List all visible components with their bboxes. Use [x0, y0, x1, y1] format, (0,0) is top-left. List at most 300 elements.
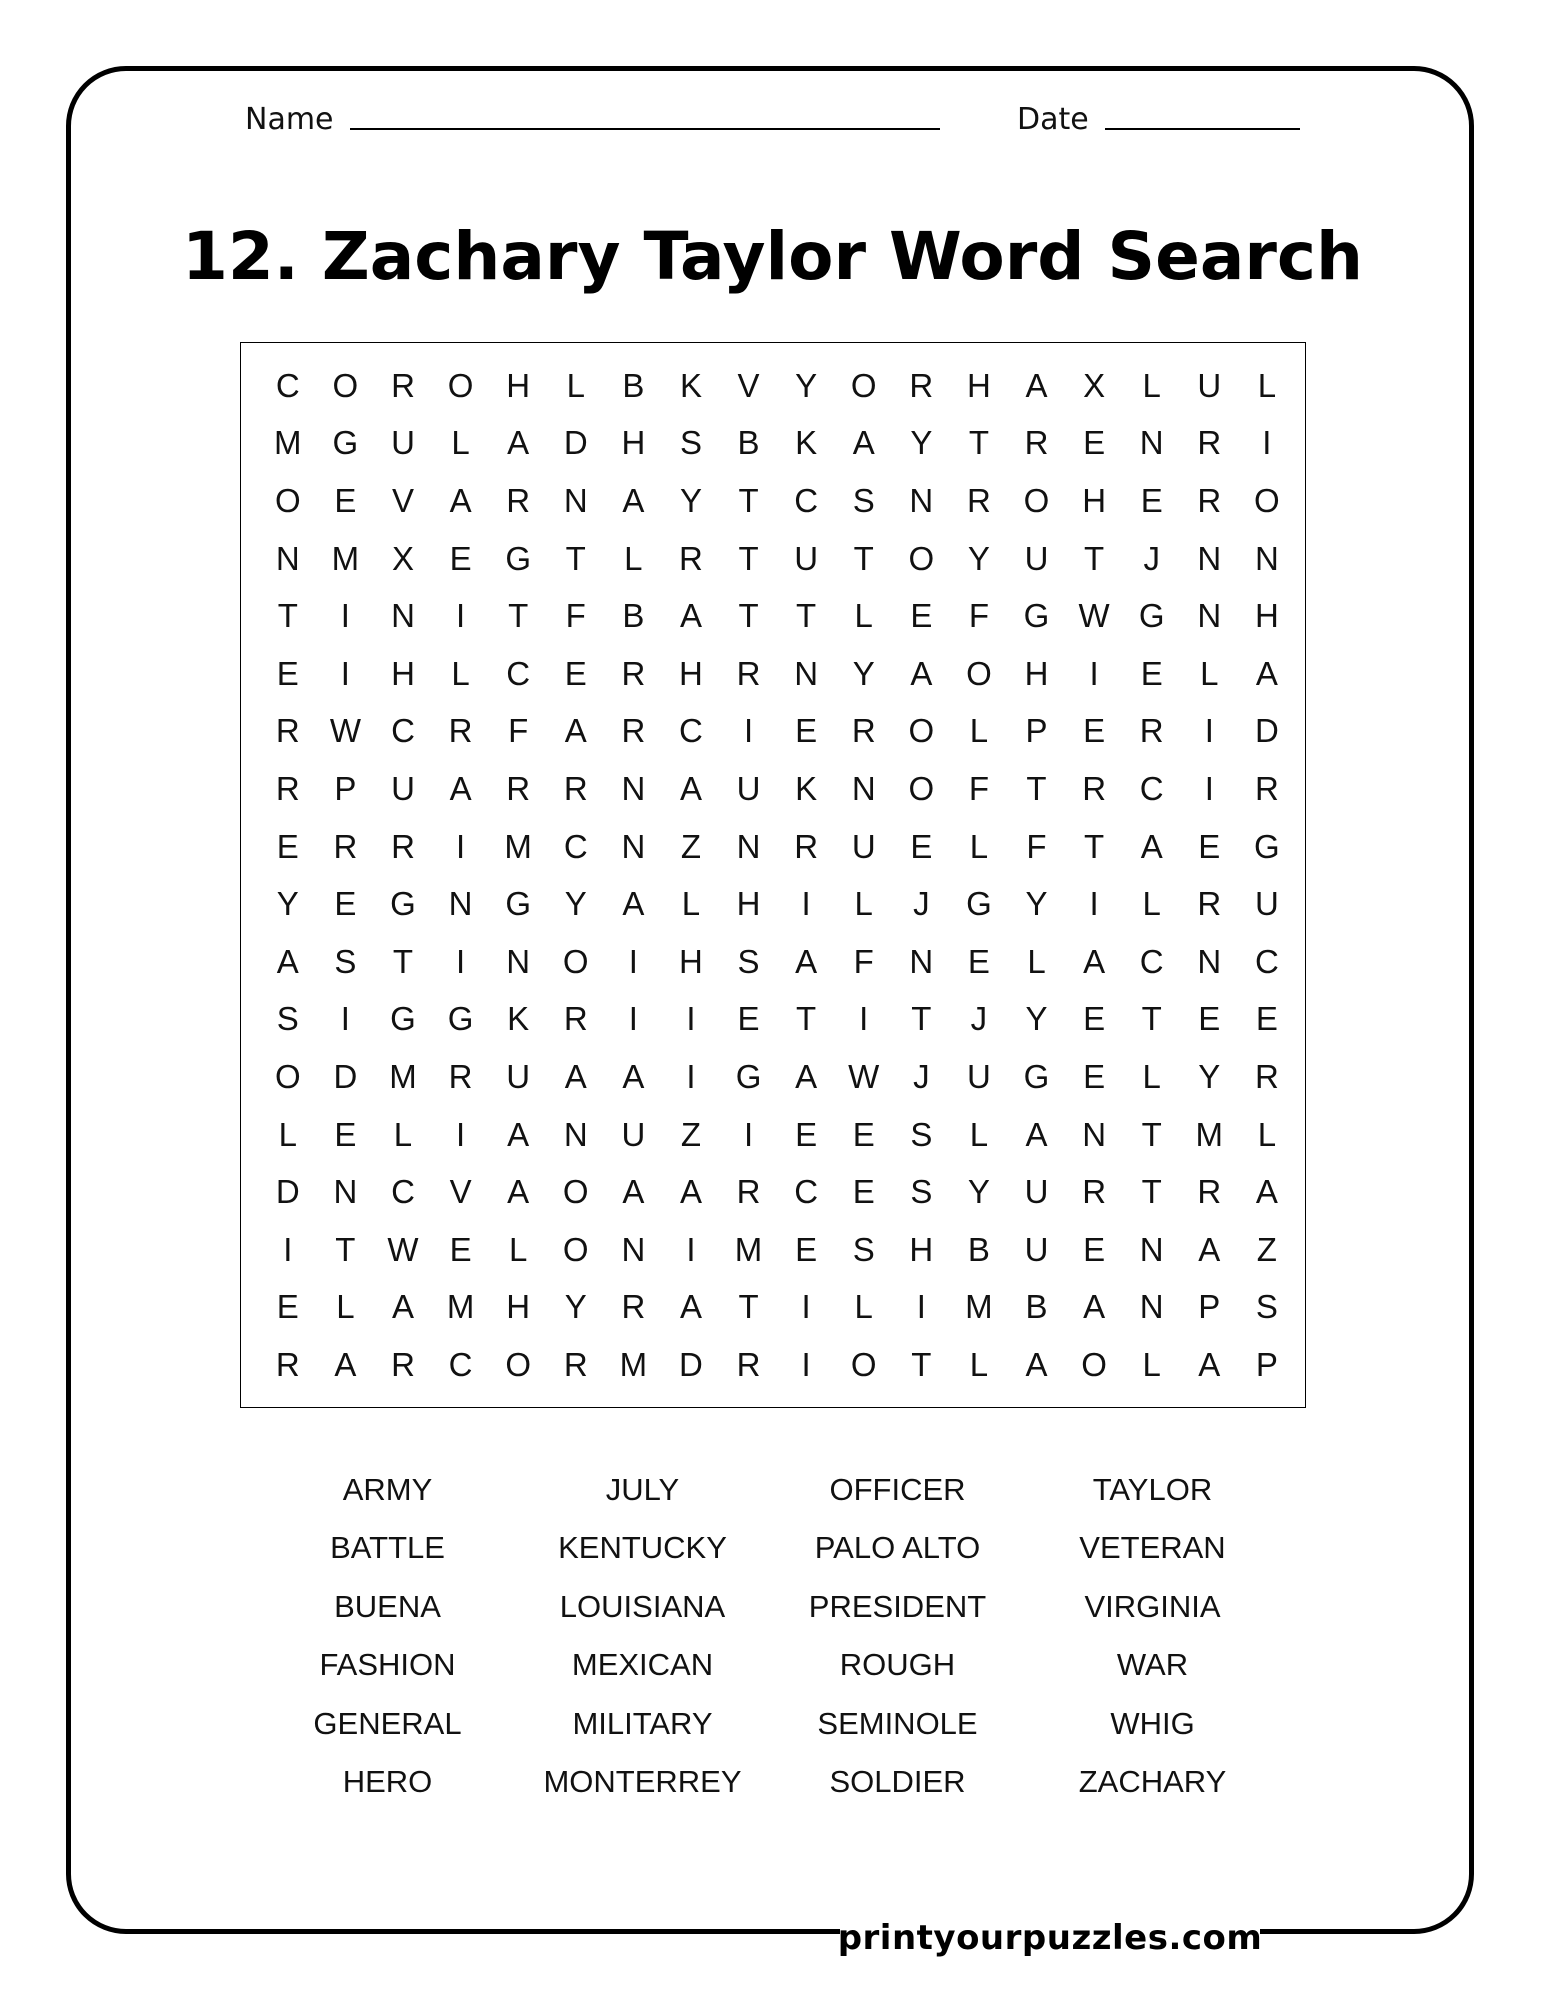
grid-cell[interactable]: A [852, 424, 875, 462]
grid-cell[interactable]: E [1083, 1000, 1106, 1038]
grid-cell[interactable]: R [851, 712, 876, 750]
grid-cell[interactable]: O [562, 1230, 589, 1268]
grid-cell[interactable]: H [391, 654, 415, 692]
grid-cell[interactable]: U [794, 539, 819, 577]
grid-cell[interactable]: F [968, 769, 989, 807]
name-field-line[interactable] [350, 128, 940, 130]
grid-cell[interactable]: A [507, 1115, 530, 1153]
grid-cell[interactable]: A [679, 769, 702, 807]
grid-cell[interactable]: I [455, 597, 466, 635]
grid-cell[interactable]: N [794, 654, 819, 692]
grid-cell[interactable]: E [910, 827, 933, 865]
grid-cell[interactable]: U [851, 827, 876, 865]
grid-cell[interactable]: G [447, 1000, 474, 1038]
grid-cell[interactable]: V [449, 1173, 472, 1211]
grid-cell[interactable]: R [1197, 1173, 1222, 1211]
grid-cell[interactable]: N [851, 769, 876, 807]
grid-cell[interactable]: M [274, 424, 302, 462]
grid-cell[interactable]: E [737, 1000, 760, 1038]
grid-cell[interactable]: Y [967, 539, 990, 577]
grid-cell[interactable]: N [1082, 1115, 1107, 1153]
grid-cell[interactable]: T [911, 1345, 932, 1383]
grid-cell[interactable]: E [449, 539, 472, 577]
grid-cell[interactable]: E [795, 1230, 818, 1268]
grid-cell[interactable]: A [622, 1057, 645, 1095]
grid-cell[interactable]: R [391, 1345, 415, 1383]
grid-cell[interactable]: O [908, 539, 935, 577]
grid-cell[interactable]: M [965, 1288, 993, 1326]
grid-cell[interactable]: N [1139, 424, 1164, 462]
grid-cell[interactable]: S [910, 1173, 933, 1211]
grid-cell[interactable]: O [447, 366, 474, 404]
grid-cell[interactable]: K [795, 769, 818, 807]
grid-cell[interactable]: E [1198, 1000, 1221, 1038]
grid-cell[interactable]: A [1025, 366, 1048, 404]
grid-cell[interactable]: Y [564, 885, 587, 923]
grid-cell[interactable]: G [966, 885, 992, 923]
grid-cell[interactable]: A [1083, 942, 1106, 980]
grid-cell[interactable]: G [390, 1000, 416, 1038]
grid-cell[interactable]: H [679, 942, 703, 980]
grid-cell[interactable]: C [1139, 769, 1164, 807]
grid-cell[interactable]: E [1083, 1230, 1106, 1268]
grid-cell[interactable]: A [795, 942, 818, 980]
grid-cell[interactable]: A [679, 1288, 702, 1326]
grid-cell[interactable]: S [852, 1230, 875, 1268]
grid-cell[interactable]: I [743, 1115, 754, 1153]
grid-cell[interactable]: J [970, 1000, 988, 1038]
grid-cell[interactable]: H [909, 1230, 934, 1268]
grid-cell[interactable]: A [679, 1173, 702, 1211]
grid-cell[interactable]: B [622, 597, 645, 635]
grid-cell[interactable]: L [278, 1115, 297, 1153]
grid-cell[interactable]: Y [564, 1288, 587, 1326]
grid-cell[interactable]: T [1084, 827, 1105, 865]
grid-cell[interactable]: N [506, 942, 531, 980]
grid-cell[interactable]: A [449, 769, 472, 807]
grid-cell[interactable]: P [1198, 1288, 1221, 1326]
grid-cell[interactable]: C [679, 712, 703, 750]
grid-cell[interactable]: A [1255, 1173, 1278, 1211]
grid-cell[interactable]: N [333, 1173, 358, 1211]
grid-cell[interactable]: D [333, 1057, 358, 1095]
grid-cell[interactable]: A [507, 1173, 530, 1211]
grid-cell[interactable]: N [275, 539, 300, 577]
grid-cell[interactable]: S [334, 942, 357, 980]
grid-cell[interactable]: T [738, 597, 759, 635]
grid-cell[interactable]: E [334, 1115, 357, 1153]
grid-cell[interactable]: L [681, 885, 701, 923]
grid-cell[interactable]: L [854, 597, 873, 635]
grid-cell[interactable]: V [391, 481, 414, 519]
grid-cell[interactable]: C [794, 481, 819, 519]
grid-cell[interactable]: S [276, 1000, 299, 1038]
grid-cell[interactable]: A [622, 885, 645, 923]
grid-cell[interactable]: U [391, 424, 415, 462]
grid-cell[interactable]: H [736, 885, 761, 923]
grid-cell[interactable]: I [1089, 654, 1099, 692]
grid-cell[interactable]: G [1254, 827, 1280, 865]
grid-cell[interactable]: T [1084, 539, 1105, 577]
grid-cell[interactable]: P [334, 769, 357, 807]
grid-cell[interactable]: E [564, 654, 587, 692]
grid-cell[interactable]: K [679, 366, 702, 404]
grid-cell[interactable]: Z [1256, 1230, 1277, 1268]
grid-cell[interactable]: K [795, 424, 818, 462]
grid-cell[interactable]: Y [679, 481, 702, 519]
grid-cell[interactable]: N [1139, 1288, 1164, 1326]
grid-cell[interactable]: E [852, 1173, 875, 1211]
grid-cell[interactable]: N [1197, 942, 1222, 980]
grid-cell[interactable]: A [1198, 1230, 1221, 1268]
grid-cell[interactable]: R [563, 1345, 588, 1383]
grid-cell[interactable]: M [1195, 1115, 1224, 1153]
grid-cell[interactable]: E [334, 481, 357, 519]
grid-cell[interactable]: W [1078, 597, 1110, 635]
grid-cell[interactable]: I [455, 942, 466, 980]
grid-cell[interactable]: I [801, 1345, 811, 1383]
grid-cell[interactable]: T [1141, 1000, 1162, 1038]
grid-cell[interactable]: X [1083, 366, 1106, 404]
grid-cell[interactable]: H [506, 1288, 531, 1326]
grid-cell[interactable]: L [624, 539, 643, 577]
grid-cell[interactable]: H [1024, 654, 1049, 692]
grid-cell[interactable]: L [969, 712, 989, 750]
grid-cell[interactable]: R [563, 1000, 588, 1038]
grid-cell[interactable]: A [1025, 1345, 1048, 1383]
grid-cell[interactable]: U [1024, 1173, 1049, 1211]
grid-cell[interactable]: H [1082, 481, 1107, 519]
grid-cell[interactable]: G [1023, 1057, 1050, 1095]
grid-cell[interactable]: A [564, 1057, 587, 1095]
grid-cell[interactable]: F [853, 942, 874, 980]
grid-cell[interactable]: O [908, 712, 935, 750]
grid-cell[interactable]: T [853, 539, 874, 577]
grid-cell[interactable]: Y [910, 424, 933, 462]
grid-cell[interactable]: R [391, 827, 415, 865]
grid-cell[interactable]: S [679, 424, 702, 462]
grid-cell[interactable]: E [334, 885, 357, 923]
grid-cell[interactable]: E [967, 942, 990, 980]
grid-cell[interactable]: C [391, 712, 415, 750]
grid-cell[interactable]: H [1254, 597, 1279, 635]
grid-cell[interactable]: I [628, 1000, 638, 1038]
grid-cell[interactable]: A [1140, 827, 1163, 865]
grid-cell[interactable]: E [1198, 827, 1221, 865]
grid-cell[interactable]: I [1204, 712, 1214, 750]
grid-cell[interactable]: T [277, 597, 298, 635]
grid-cell[interactable]: A [1198, 1345, 1221, 1383]
grid-cell[interactable]: O [274, 1057, 301, 1095]
grid-cell[interactable]: N [909, 942, 934, 980]
grid-cell[interactable]: M [734, 1230, 763, 1268]
grid-cell[interactable]: U [1197, 366, 1222, 404]
grid-cell[interactable]: C [506, 654, 531, 692]
grid-cell[interactable]: N [1254, 539, 1279, 577]
grid-cell[interactable]: T [796, 1000, 817, 1038]
grid-cell[interactable]: Z [680, 827, 702, 865]
grid-cell[interactable]: A [1083, 1288, 1106, 1326]
grid-cell[interactable]: I [340, 654, 350, 692]
grid-cell[interactable]: E [1255, 1000, 1278, 1038]
grid-cell[interactable]: G [1138, 597, 1165, 635]
grid-cell[interactable]: V [737, 366, 760, 404]
grid-cell[interactable]: P [1025, 712, 1048, 750]
grid-cell[interactable]: R [275, 1345, 300, 1383]
grid-cell[interactable]: N [621, 769, 646, 807]
grid-cell[interactable]: T [1026, 769, 1047, 807]
grid-cell[interactable]: G [332, 424, 359, 462]
grid-cell[interactable]: L [336, 1288, 355, 1326]
grid-cell[interactable]: N [736, 827, 761, 865]
grid-cell[interactable]: H [621, 424, 646, 462]
grid-cell[interactable]: R [1024, 424, 1049, 462]
grid-cell[interactable]: U [1024, 1230, 1049, 1268]
grid-cell[interactable]: E [276, 827, 299, 865]
grid-cell[interactable]: R [621, 712, 646, 750]
grid-cell[interactable]: R [391, 366, 415, 404]
grid-cell[interactable]: A [1025, 1115, 1048, 1153]
grid-cell[interactable]: I [1089, 885, 1099, 923]
grid-cell[interactable]: H [506, 366, 531, 404]
grid-cell[interactable]: R [1254, 769, 1279, 807]
grid-cell[interactable]: R [736, 654, 761, 692]
grid-cell[interactable]: R [275, 769, 300, 807]
grid-cell[interactable]: I [859, 1000, 869, 1038]
grid-cell[interactable]: R [506, 481, 531, 519]
grid-cell[interactable]: N [391, 597, 415, 635]
grid-cell[interactable]: S [737, 942, 760, 980]
date-field-line[interactable] [1105, 128, 1300, 130]
grid-cell[interactable]: O [850, 1345, 877, 1383]
grid-cell[interactable]: O [274, 481, 301, 519]
grid-cell[interactable]: D [563, 424, 588, 462]
grid-cell[interactable]: U [391, 769, 415, 807]
grid-cell[interactable]: T [796, 597, 817, 635]
grid-cell[interactable]: R [563, 769, 588, 807]
grid-cell[interactable]: L [393, 1115, 413, 1153]
grid-cell[interactable]: A [449, 481, 472, 519]
grid-cell[interactable]: D [1254, 712, 1279, 750]
grid-cell[interactable]: A [276, 942, 299, 980]
grid-cell[interactable]: W [329, 712, 361, 750]
grid-cell[interactable]: U [621, 1115, 646, 1153]
grid-cell[interactable]: I [1204, 769, 1214, 807]
grid-cell[interactable]: A [507, 424, 530, 462]
grid-cell[interactable]: N [563, 481, 588, 519]
grid-cell[interactable]: O [505, 1345, 531, 1383]
grid-cell[interactable]: I [686, 1000, 696, 1038]
grid-cell[interactable]: O [562, 942, 589, 980]
grid-cell[interactable]: Y [1025, 885, 1048, 923]
grid-cell[interactable]: I [340, 1000, 350, 1038]
grid-cell[interactable]: L [1142, 366, 1161, 404]
grid-cell[interactable]: T [738, 539, 759, 577]
grid-cell[interactable]: O [850, 366, 877, 404]
grid-cell[interactable]: M [619, 1345, 648, 1383]
grid-cell[interactable]: A [795, 1057, 818, 1095]
grid-cell[interactable]: C [448, 1345, 473, 1383]
grid-cell[interactable]: B [737, 424, 760, 462]
grid-cell[interactable]: T [911, 1000, 932, 1038]
grid-cell[interactable]: O [1023, 481, 1050, 519]
grid-cell[interactable]: R [679, 539, 703, 577]
grid-cell[interactable]: I [628, 942, 638, 980]
grid-cell[interactable]: A [622, 481, 645, 519]
grid-cell[interactable]: I [340, 597, 350, 635]
grid-cell[interactable]: U [736, 769, 761, 807]
grid-cell[interactable]: S [910, 1115, 933, 1153]
grid-cell[interactable]: I [455, 1115, 466, 1153]
grid-cell[interactable]: Y [1025, 1000, 1048, 1038]
grid-cell[interactable]: A [334, 1345, 357, 1383]
grid-cell[interactable]: C [563, 827, 588, 865]
grid-cell[interactable]: R [333, 827, 358, 865]
grid-cell[interactable]: R [1082, 1173, 1107, 1211]
grid-cell[interactable]: I [283, 1230, 293, 1268]
grid-cell[interactable]: R [1139, 712, 1164, 750]
grid-cell[interactable]: R [967, 481, 991, 519]
grid-cell[interactable]: O [966, 654, 992, 692]
grid-cell[interactable]: Z [680, 1115, 702, 1153]
grid-cell[interactable]: T [968, 424, 989, 462]
grid-cell[interactable]: E [1083, 424, 1106, 462]
grid-cell[interactable]: E [1083, 712, 1106, 750]
grid-cell[interactable]: M [389, 1057, 417, 1095]
grid-cell[interactable]: R [1197, 424, 1222, 462]
grid-cell[interactable]: C [1254, 942, 1279, 980]
grid-cell[interactable]: N [1197, 597, 1222, 635]
grid-cell[interactable]: R [621, 1288, 646, 1326]
grid-cell[interactable]: Y [795, 366, 818, 404]
grid-cell[interactable]: C [391, 1173, 415, 1211]
grid-cell[interactable]: R [1197, 885, 1222, 923]
grid-cell[interactable]: X [391, 539, 414, 577]
grid-cell[interactable]: L [969, 827, 989, 865]
grid-cell[interactable]: W [848, 1057, 880, 1095]
grid-cell[interactable]: E [1083, 1057, 1106, 1095]
grid-cell[interactable]: F [1026, 827, 1047, 865]
grid-cell[interactable]: A [679, 597, 702, 635]
grid-cell[interactable]: L [451, 424, 470, 462]
grid-cell[interactable]: A [1255, 654, 1278, 692]
grid-cell[interactable]: N [563, 1115, 588, 1153]
grid-cell[interactable]: U [506, 1057, 531, 1095]
grid-cell[interactable]: O [1254, 481, 1280, 519]
grid-cell[interactable]: M [446, 1288, 475, 1326]
grid-cell[interactable]: M [504, 827, 532, 865]
grid-cell[interactable]: A [910, 654, 933, 692]
grid-cell[interactable]: O [332, 366, 359, 404]
grid-cell[interactable]: N [621, 827, 646, 865]
grid-cell[interactable]: R [621, 654, 646, 692]
grid-cell[interactable]: E [852, 1115, 875, 1153]
grid-cell[interactable]: J [1143, 539, 1160, 577]
grid-cell[interactable]: J [913, 1057, 930, 1095]
grid-cell[interactable]: H [967, 366, 991, 404]
grid-cell[interactable]: U [1254, 885, 1279, 923]
grid-cell[interactable]: R [1254, 1057, 1279, 1095]
grid-cell[interactable]: T [508, 597, 529, 635]
grid-cell[interactable]: W [387, 1230, 419, 1268]
grid-cell[interactable]: T [1141, 1115, 1162, 1153]
grid-cell[interactable]: R [1197, 481, 1222, 519]
grid-cell[interactable]: K [507, 1000, 530, 1038]
grid-cell[interactable]: L [566, 366, 585, 404]
grid-cell[interactable]: G [390, 885, 416, 923]
grid-cell[interactable]: G [735, 1057, 762, 1095]
grid-cell[interactable]: G [505, 539, 531, 577]
grid-cell[interactable]: A [622, 1173, 645, 1211]
grid-cell[interactable]: E [1140, 654, 1163, 692]
grid-cell[interactable]: U [967, 1057, 991, 1095]
grid-cell[interactable]: R [736, 1173, 761, 1211]
grid-cell[interactable]: A [391, 1288, 414, 1326]
grid-cell[interactable]: E [449, 1230, 472, 1268]
grid-cell[interactable]: R [448, 1057, 473, 1095]
grid-cell[interactable]: I [686, 1057, 696, 1095]
grid-cell[interactable]: O [562, 1173, 589, 1211]
grid-cell[interactable]: S [852, 481, 875, 519]
grid-cell[interactable]: L [969, 1345, 989, 1383]
grid-cell[interactable]: R [794, 827, 819, 865]
grid-cell[interactable]: F [508, 712, 529, 750]
grid-cell[interactable]: M [331, 539, 360, 577]
grid-cell[interactable]: R [909, 366, 934, 404]
grid-cell[interactable]: E [276, 1288, 299, 1326]
grid-cell[interactable]: D [679, 1345, 703, 1383]
grid-cell[interactable]: T [738, 481, 759, 519]
grid-cell[interactable]: I [801, 1288, 811, 1326]
grid-cell[interactable]: L [1142, 1057, 1161, 1095]
grid-cell[interactable]: O [908, 769, 935, 807]
grid-cell[interactable]: T [392, 942, 414, 980]
grid-cell[interactable]: U [1024, 539, 1049, 577]
grid-cell[interactable]: R [736, 1345, 761, 1383]
grid-cell[interactable]: I [916, 1288, 926, 1326]
grid-cell[interactable]: L [854, 885, 873, 923]
grid-cell[interactable]: N [448, 885, 473, 923]
grid-cell[interactable]: C [794, 1173, 819, 1211]
grid-cell[interactable]: I [455, 827, 466, 865]
grid-cell[interactable]: H [679, 654, 703, 692]
grid-cell[interactable]: L [969, 1115, 989, 1153]
grid-cell[interactable]: L [854, 1288, 873, 1326]
grid-cell[interactable]: E [795, 1115, 818, 1153]
grid-cell[interactable]: T [1141, 1173, 1162, 1211]
grid-cell[interactable]: L [451, 654, 470, 692]
grid-cell[interactable]: T [738, 1288, 759, 1326]
grid-cell[interactable]: T [335, 1230, 356, 1268]
grid-cell[interactable]: E [276, 654, 299, 692]
grid-cell[interactable]: N [909, 481, 934, 519]
grid-cell[interactable]: I [686, 1230, 696, 1268]
grid-cell[interactable]: G [505, 885, 531, 923]
grid-cell[interactable]: T [565, 539, 586, 577]
grid-cell[interactable]: N [1197, 539, 1222, 577]
grid-cell[interactable]: E [795, 712, 818, 750]
grid-cell[interactable]: C [1139, 942, 1164, 980]
grid-cell[interactable]: P [1255, 1345, 1278, 1383]
grid-cell[interactable]: L [1142, 885, 1161, 923]
grid-cell[interactable]: D [275, 1173, 300, 1211]
grid-cell[interactable]: B [967, 1230, 990, 1268]
grid-cell[interactable]: B [1025, 1288, 1048, 1326]
grid-cell[interactable]: S [1255, 1288, 1278, 1326]
grid-cell[interactable]: I [1262, 424, 1272, 462]
grid-cell[interactable]: Y [1198, 1057, 1221, 1095]
grid-cell[interactable]: R [448, 712, 473, 750]
